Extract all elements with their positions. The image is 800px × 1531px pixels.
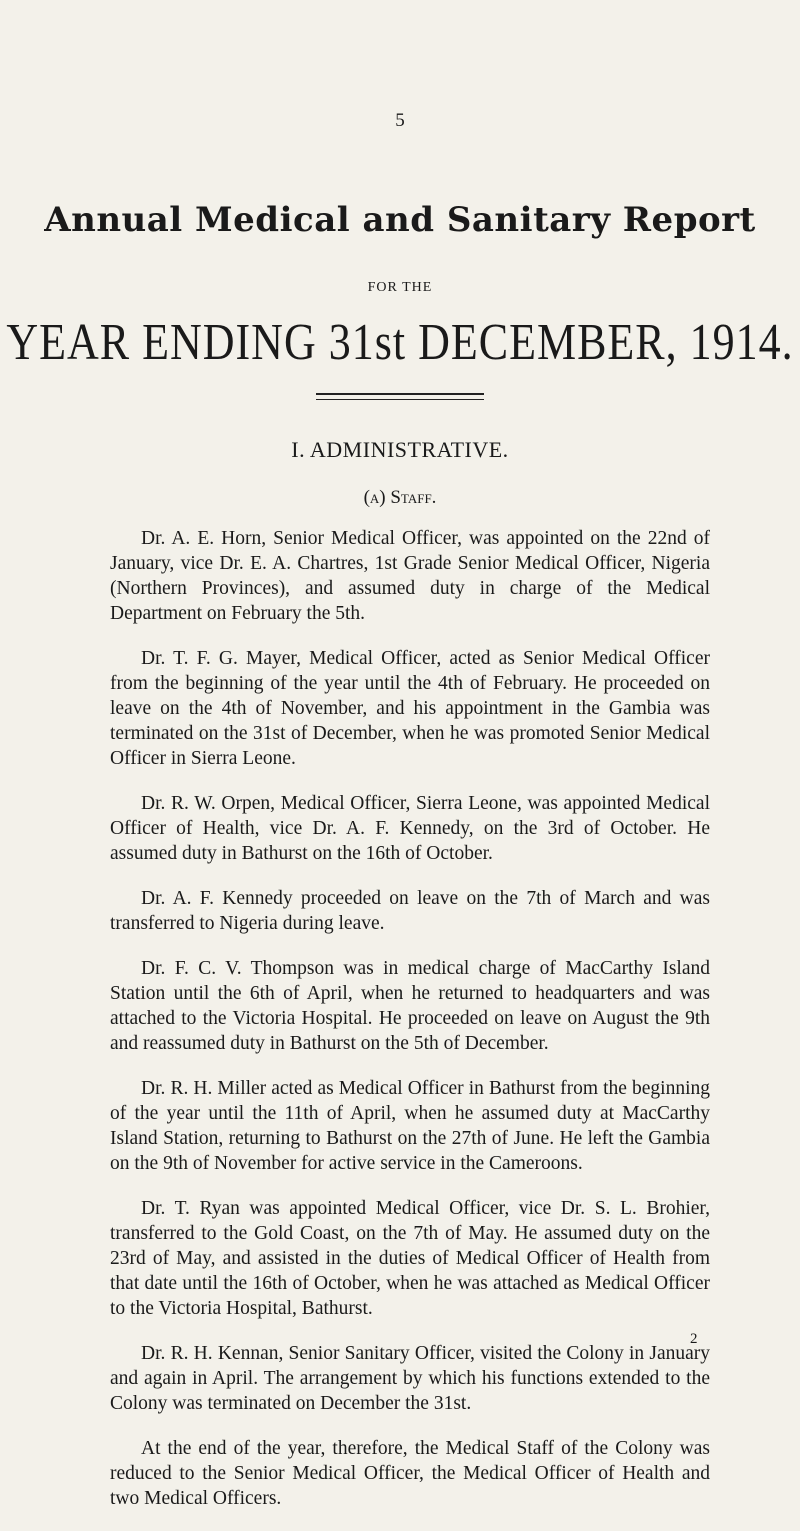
paragraph-ryan: Dr. T. Ryan was appointed Medical Officer, vice Dr. S. L. Brohier, transferred to the Gold Coast, on the 7th of May. He assumed duty on the 23rd of May, and assisted in the duties of Medical Officer of Health from that date until the 16th of October, when he was attached as Medical Officer to the Victoria Hospital, Bathurst. (110, 1198, 710, 1319)
for-the-label: FOR THE (367, 280, 433, 295)
paragraph-summary: At the end of the year, therefore, the Medical Staff of the Colony was reduced to the Senior Medical Officer, the Medical Officer of Health and two Medical Officers. (110, 1438, 710, 1509)
paragraph-miller: Dr. R. H. Miller acted as Medical Officer in Bathurst from the beginning of the year until the 11th of April, when he assumed duty at MacCarthy Island Station, returning to Bathurst on the 27th of June. He left the Gambia on the 9th of November for active service in the Cameroons. (110, 1078, 710, 1174)
subsection-heading: (a) Staff. (363, 487, 437, 508)
paragraph-kennedy: Dr. A. F. Kennedy proceeded on leave on the 7th of March and was transferred to Nigeria during leave. (110, 888, 710, 934)
report-title: Annual Medical and Sanitary Report (44, 200, 756, 240)
page-number: 5 (395, 110, 405, 131)
body-text (110, 526, 710, 1531)
paragraph-horn: Dr. A. E. Horn, Senior Medical Officer, was appointed on the 22nd of January, vice Dr. E. A. Chartres, 1st Grade Senior Medical Officer, Nigeria (Northern Provinces), and assumed duty in charge of the Medical Department on February the 5th. (110, 528, 710, 624)
paragraph-kennan: Dr. R. H. Kennan, Senior Sanitary Officer, visited the Colony in January and again in April. The arrangement by which his functions extended to the Colony was terminated on December the 31st. (110, 1343, 710, 1414)
year-heading: YEAR ENDING 31st DECEMBER, 1914. (6, 313, 794, 371)
paragraph-thompson: Dr. F. C. V. Thompson was in medical charge of MacCarthy Island Station until the 6th of April, when he returned to headquarters and was attached to the Victoria Hospital. He proceeded on leave on August the 9th and reassumed duty in Bathurst on the 5th of December. (110, 958, 710, 1054)
divider-rule-bottom (316, 399, 484, 400)
divider-rule-top (316, 393, 484, 395)
paragraph-orpen: Dr. R. W. Orpen, Medical Officer, Sierra Leone, was appointed Medical Officer of Health, vice Dr. A. F. Kennedy, on the 3rd of October. He assumed duty in Bathurst on the 16th of October. (110, 793, 710, 864)
paragraph-mayer: Dr. T. F. G. Mayer, Medical Officer, acted as Senior Medical Officer from the beginning of the year until the 4th of February. He proceeded on leave on the 4th of November, and his appointment in the Gambia was terminated on the 31st of December, when he was promoted Senior Medical Officer in Sierra Leone. (110, 648, 710, 769)
section-heading: I. ADMINISTRATIVE. (291, 437, 509, 462)
signature-mark: 2 (690, 1331, 698, 1347)
